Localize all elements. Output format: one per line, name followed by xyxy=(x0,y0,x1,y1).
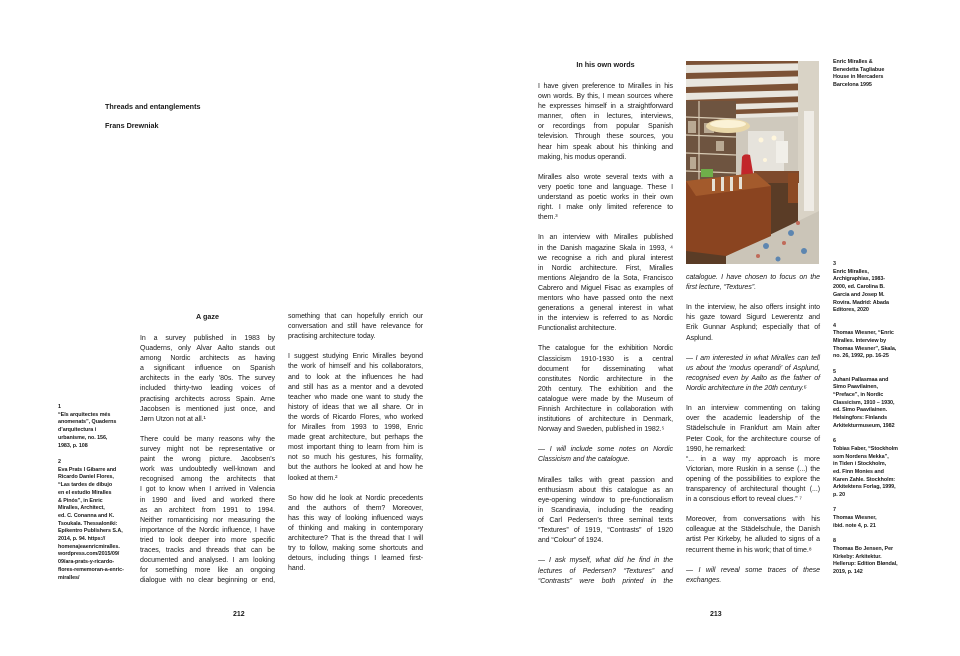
text-line: and the authors of them? Moreover, xyxy=(288,504,423,512)
text-line: for Miralles from 1993 to 1998, Enric xyxy=(288,424,423,432)
footnote-line: Tsoukala. Thessaloniki: xyxy=(58,520,118,527)
footnote-line: Helsingfors: Finlands xyxy=(833,415,888,422)
text-line: of Carl Pedersen’s three seminal texts xyxy=(538,517,673,525)
text-line: mentors who have passed onto the next xyxy=(538,294,673,302)
text-line: recurrent theme in his work; that of time.⁸ xyxy=(686,546,812,554)
text-line: Classicism and the catalogue. xyxy=(538,456,630,464)
footnote-1 xyxy=(58,404,116,450)
text-line: paint the wrong picture. Jacobsen’s xyxy=(140,456,275,464)
text-line: looked at them.² xyxy=(288,474,338,482)
text-line: in Scandinavia, including the reading xyxy=(538,506,673,514)
text-line: try to follow, making some shortcuts and xyxy=(288,545,423,553)
text-line: importance of the Nordic influence, I have xyxy=(140,526,275,534)
footnote-line: homenajeaenricmiralles. xyxy=(58,543,120,550)
text-line: Functionalist architecture. xyxy=(538,325,617,333)
text-line: In an interview with Miralles published xyxy=(538,234,673,242)
footnote-line: Thomas Wiesner”, Skala, xyxy=(833,345,897,352)
footnote-7 xyxy=(833,507,898,530)
footnote-line: ibid. note 4, p. 21 xyxy=(833,522,876,529)
text-line: colleague at the Städelschule, the Danish xyxy=(686,526,820,534)
footnote-line: 09/ara-prats-y-ricardo- xyxy=(58,559,115,566)
footnote-line: “Preface”, in Nordic xyxy=(833,391,884,398)
footnote-line: in Tiden i Stockholm, xyxy=(833,461,887,468)
text-line: in the Danish magazine Skala in 1993, ⁴ xyxy=(538,244,673,252)
footnote-line: Thomas Wiesner, “Enric xyxy=(833,330,894,337)
text-line: and to look at the influences he had xyxy=(288,373,423,381)
text-line: enthusiasm about this catalogue as an xyxy=(538,486,673,494)
footnote-number: 5 xyxy=(833,368,836,375)
footnote-number: 2 xyxy=(58,459,61,465)
footnote-line: Rovira. Madrid: Abada xyxy=(833,299,889,306)
text-line: television. Through these sources, you xyxy=(538,133,673,141)
paragraph xyxy=(686,566,820,586)
text-line: institutions of architecture in Denmark, xyxy=(538,416,673,424)
text-line: — I am interested in what Miralles can tell xyxy=(686,354,820,362)
page-number-left: 212 xyxy=(233,611,245,618)
text-line: and “Colour” of 1924. xyxy=(538,537,604,545)
footnote-line: Garcia and Josep M. xyxy=(833,291,885,298)
footnote-line: Editores, 2020 xyxy=(833,307,869,314)
text-line: Classicism 1910-1930 is a central xyxy=(538,355,673,363)
text-line: — I will include some notes on Nordic xyxy=(538,446,673,454)
text-line: Moreover, from conversations with his xyxy=(686,516,820,524)
text-line: them.³ xyxy=(538,214,558,222)
text-line: something that can hopefully enrich our xyxy=(288,313,423,320)
text-line: of thinking and making in contemporary xyxy=(288,524,423,532)
text-line: mentions Alejandro de la Sota, Francisco xyxy=(538,274,673,282)
text-line: I have given preference to Miralles in his xyxy=(538,83,673,90)
text-line: or recordings from popular Spanish xyxy=(538,123,673,131)
footnote-line: urbanisme, no. 156, xyxy=(58,434,108,441)
text-line: eye-opening window to pre-functionalism xyxy=(538,496,673,504)
paragraph xyxy=(288,352,423,483)
paragraph xyxy=(686,515,820,555)
text-line: practising architects across Spain. Arne xyxy=(140,395,275,403)
caption-line: House in Mercaders xyxy=(833,74,884,81)
text-line: Erik Gunnar Asplund; especially that of xyxy=(686,324,820,332)
footnote-line: & Pinós”, in Enric xyxy=(58,497,103,504)
footnote-line: Karen Zahle. Stockholm: xyxy=(833,476,896,483)
footnote-line: Arkitektens Forlag, 1999, xyxy=(833,484,896,491)
paragraph xyxy=(288,494,423,575)
text-line: catalogue were made by the Museum of xyxy=(538,395,673,403)
text-line: There could be many reasons why the xyxy=(140,435,275,443)
left-text-column-1 xyxy=(140,334,275,586)
text-line: artist Per Kirkeby, he alluded to signs of a xyxy=(686,536,820,544)
footnote-line: ed. Finn Monies and xyxy=(833,468,884,475)
footnote-line: Archigraphias, 1983- xyxy=(833,276,886,283)
text-line: not so much his gestures, his formality, xyxy=(288,454,423,462)
footnote-line: Classicism, 1910 – 1930, xyxy=(833,399,895,406)
footnote-line: Thomas Wiesner, xyxy=(833,515,877,522)
text-line: — I will reveal some traces of these xyxy=(686,566,820,574)
paragraph xyxy=(686,273,820,293)
paragraph xyxy=(140,435,275,586)
text-line: Norway and Sweden, published in 1982.⁵ xyxy=(538,426,665,434)
text-line: I suggest studying Enric Miralles beyond xyxy=(288,353,423,361)
text-line: In the interview, he also offers insight into xyxy=(686,304,820,312)
footnote-line: Tobias Faber, “Stockholm xyxy=(833,445,898,452)
paragraph xyxy=(538,233,673,334)
caption-line: Enric Miralles & xyxy=(833,59,873,65)
text-line: transparency of architectural thought (...) xyxy=(686,485,820,493)
text-line: a significant influence on Spanish xyxy=(140,365,275,373)
footnote-line: “Els arquitectes més xyxy=(58,411,111,418)
text-line: generations a general interest in what xyxy=(538,305,673,313)
text-line: hear him speak about his thinking and xyxy=(538,143,673,151)
paragraph xyxy=(538,556,673,586)
footnote-number: 1 xyxy=(58,404,61,410)
text-line: I got to know when I arrived in Valencia xyxy=(140,486,275,494)
text-line: most important thing to learn from him is xyxy=(288,444,423,452)
footnote-number: 8 xyxy=(833,538,836,545)
text-line: hand. xyxy=(288,565,306,573)
text-line: Miralles talks with great passion and xyxy=(538,476,673,484)
text-line: Miralles also wrote several texts with a xyxy=(538,173,673,181)
text-line: understand as poetic works in their own xyxy=(538,194,673,202)
chapter-title: Threads and entanglements xyxy=(105,102,201,111)
footnote-line: 2014, p. 94. https:// xyxy=(58,536,106,543)
footnote-line: ed. C. Conanna and K. xyxy=(58,512,115,519)
footnote-number: 3 xyxy=(833,261,836,267)
footnote-line: ed. Simo Paavilainen. xyxy=(833,407,888,414)
text-line: constitutes Nordic architecture in the xyxy=(538,375,673,383)
text-line: “Contrasts” were both printed in the xyxy=(538,577,673,585)
text-line: in the interview is referred to as Nordic xyxy=(538,315,673,323)
text-line: has this way of looking influenced ways xyxy=(288,514,423,522)
section-heading-a-gaze: A gaze xyxy=(196,312,219,321)
footnote-line: Epikentro Publishers S.A, xyxy=(58,528,123,535)
text-line: Quaderns, only Alvar Aalto stands out xyxy=(140,345,275,353)
footnote-line: Juhani Pallasmaa and xyxy=(833,376,889,383)
text-line: for something more like an ongoing xyxy=(140,567,275,575)
footnote-line: Arkitekturmuseum, 1982 xyxy=(833,422,895,429)
footnote-1 xyxy=(58,404,116,450)
left-text-column-2 xyxy=(288,312,423,574)
page-number-right: 213 xyxy=(710,611,722,618)
text-line: work was undoubtedly well-known and xyxy=(140,466,275,474)
text-line: lectures of Pedersen? “Textures” and xyxy=(538,567,673,575)
right-footnotes xyxy=(833,261,898,577)
text-line: in Nordic architecture. First, Miralles xyxy=(538,264,673,272)
text-line: practising architecture today. xyxy=(288,333,376,341)
footnote-2 xyxy=(58,459,124,582)
text-line: Finnish Architecture in collaboration with xyxy=(538,406,673,413)
text-line: own words. By this, I mean sources where xyxy=(538,93,673,101)
text-line: as an architect from 1991 to 1994. xyxy=(140,506,275,514)
text-line: over the academic leadership of the xyxy=(686,415,820,423)
right-text-column-1 xyxy=(538,82,673,587)
text-line: us about the ‘modus operandi’ of Asplund, xyxy=(686,364,820,372)
text-line: we recognise a rich and plural interest xyxy=(538,254,673,262)
paragraph xyxy=(538,173,673,223)
footnote-number: 7 xyxy=(833,507,836,514)
text-line: Städelschule in Frankfurt am Main after xyxy=(686,425,820,433)
photo-caption xyxy=(833,59,884,90)
footnote-line: wordpress.com/2015/09/ xyxy=(58,551,120,558)
text-line: survey might not be representative or xyxy=(140,446,275,454)
footnote-5 xyxy=(833,369,898,431)
text-line: 20th century. The exhibition and the xyxy=(538,385,673,393)
text-line: “... in a way my approach is more xyxy=(686,455,820,463)
text-line: In an interview commenting on taking xyxy=(686,405,820,413)
text-line: detours, including things I learned first- xyxy=(288,555,423,563)
footnote-3 xyxy=(833,261,898,315)
text-line: 1990, he remarked: xyxy=(686,445,746,453)
footnote-line: en el estudio Miralles xyxy=(58,489,112,496)
footnote-line: anomenats”, Quaderns xyxy=(58,419,117,426)
paragraph xyxy=(538,476,673,547)
text-line: Cabrero and Miguel Fisac as examples of xyxy=(538,284,673,292)
text-line: in a conscious effort to reveal clues.” ⁷ xyxy=(686,496,802,504)
text-line: among Nordic architects as having xyxy=(140,355,275,363)
text-line: the work of himself and his collaborators, xyxy=(288,363,423,371)
text-line: Peter Cook, for the architecture course of xyxy=(686,435,820,443)
paragraph xyxy=(686,455,820,505)
footnote-2 xyxy=(58,459,124,582)
paragraph xyxy=(288,312,423,342)
text-line: Jacobsen is mentioned just once, and xyxy=(140,405,275,413)
text-line: documented and analysed. I am looking xyxy=(140,557,275,565)
paragraph xyxy=(686,303,820,343)
footnote-line: 2000, ed. Carolina B. xyxy=(833,284,885,291)
text-line: but the authors he looked at and how he xyxy=(288,464,423,472)
footnote-line: Kirkeby: Arkitektur. xyxy=(833,553,882,560)
paragraph xyxy=(538,344,673,435)
text-line: history of ideas that we all share. Or in xyxy=(288,403,423,411)
footnote-line: 1983, p. 108 xyxy=(58,442,88,449)
text-line: conversation and still have relevance for xyxy=(288,323,423,331)
text-line: right. I make only limited reference to xyxy=(538,204,673,212)
footnote-number: 4 xyxy=(833,322,836,329)
text-line: exchanges. xyxy=(686,576,722,584)
footnote-line: som Nordens Mekka”, xyxy=(833,453,889,460)
interior-photo xyxy=(686,61,819,264)
text-line: he expresses himself in a straightforward xyxy=(538,103,673,111)
text-line: manner, often in lectures, interviews, xyxy=(538,113,673,121)
footnote-line: flores-rememoran-a-enric- xyxy=(58,566,124,573)
footnote-line: Enric Miralles, xyxy=(833,268,869,275)
text-line: opening of the possibilities to explore the xyxy=(686,475,820,483)
text-line: architects in the early ’80s. The survey xyxy=(140,375,275,383)
footnote-line: “Las tardes de dibujo xyxy=(58,482,113,489)
paragraph xyxy=(686,404,820,454)
text-line: “Textures” of 1919, “Contrasts” of 1920 xyxy=(538,527,673,535)
footnote-line: Simo Paavilainen, xyxy=(833,384,878,391)
caption-line: Barcelona 1995 xyxy=(833,82,872,89)
text-line: recognised even by Aalto as the father of xyxy=(686,374,820,382)
text-line: very poetic tone and language. These I xyxy=(538,183,673,191)
section-heading-own-words: In his own words xyxy=(576,60,635,69)
text-line: catalogue. I have chosen to focus on the xyxy=(686,274,820,281)
footnote-8 xyxy=(833,538,898,577)
text-line: So how did he look at Nordic precedents xyxy=(288,494,423,502)
text-line: traces, tracks and threads that can be xyxy=(140,546,275,554)
text-line: and still has as a mentor and a devoted xyxy=(288,383,423,391)
caption-line: Benedetta Tagliabue xyxy=(833,66,885,73)
paragraph xyxy=(538,445,673,465)
footnote-line: 2019, p. 142 xyxy=(833,569,863,576)
right-text-column-2 xyxy=(686,273,820,586)
footnote-line: miralles/ xyxy=(58,574,80,581)
text-line: the words of Ricardo Flores, who worked xyxy=(288,413,423,421)
footnote-line: no. 26, 1992, pp. 16-25 xyxy=(833,353,889,360)
text-line: recognised among the architects that xyxy=(140,476,275,484)
author-name: Frans Drewniak xyxy=(105,121,159,130)
text-line: teacher who made one want to study the xyxy=(288,393,423,401)
paragraph xyxy=(538,82,673,163)
footnote-line: Hellerup: Edition Bløndal, xyxy=(833,561,898,568)
footnote-line: Thomas Bo Jensen, Per xyxy=(833,545,894,552)
text-line: dialogue with no clear beginning or end, xyxy=(140,577,275,585)
text-line: made great architecture, but perhaps the xyxy=(288,434,423,442)
paragraph xyxy=(140,334,275,425)
text-line: making, his modus operandi. xyxy=(538,153,627,161)
footnote-6 xyxy=(833,438,898,500)
paragraph xyxy=(686,354,820,394)
text-line: his gaze toward Sigurd Lewerentz and xyxy=(686,314,820,322)
text-line: document for disseminating what xyxy=(538,365,673,373)
text-line: The catalogue for the exhibition Nordic xyxy=(538,345,673,353)
footnote-line: p. 20 xyxy=(833,492,846,499)
footnote-number: 6 xyxy=(833,438,836,445)
text-line: Nordic architecture in the 20th century.⁶ xyxy=(686,385,807,393)
footnote-line: Miralles. Interview by xyxy=(833,338,887,345)
footnote-line: Eva Prats I Gibarre and xyxy=(58,466,117,473)
text-line: in 1990 and lived and worked there xyxy=(140,496,275,504)
text-line: Jørn Utzon not at all.¹ xyxy=(140,415,206,423)
text-line: Neither romanticising nor measuring the xyxy=(140,516,275,524)
footnote-line: Ricardo Daniel Flores, xyxy=(58,474,114,481)
footnote-4 xyxy=(833,323,898,362)
text-line: Victorian, more Ruskin in a sense (...) the xyxy=(686,465,820,473)
text-line: Asplund. xyxy=(686,334,713,342)
footnote-line: Miralles, Architect, xyxy=(58,505,105,512)
text-line: tried to look deeper into more specific xyxy=(140,536,275,544)
text-line: included thirty-two leading voices of xyxy=(140,385,275,393)
footnote-line: d’arquitectura i xyxy=(58,427,97,434)
text-line: In a survey published in 1983 by xyxy=(140,335,275,342)
house-interior-image xyxy=(686,61,819,264)
text-line: architecture? That is the thread that I will xyxy=(288,535,423,543)
text-line: first lecture, “Textures”. xyxy=(686,284,757,292)
text-line: — I ask myself, what did he find in the xyxy=(538,557,673,565)
